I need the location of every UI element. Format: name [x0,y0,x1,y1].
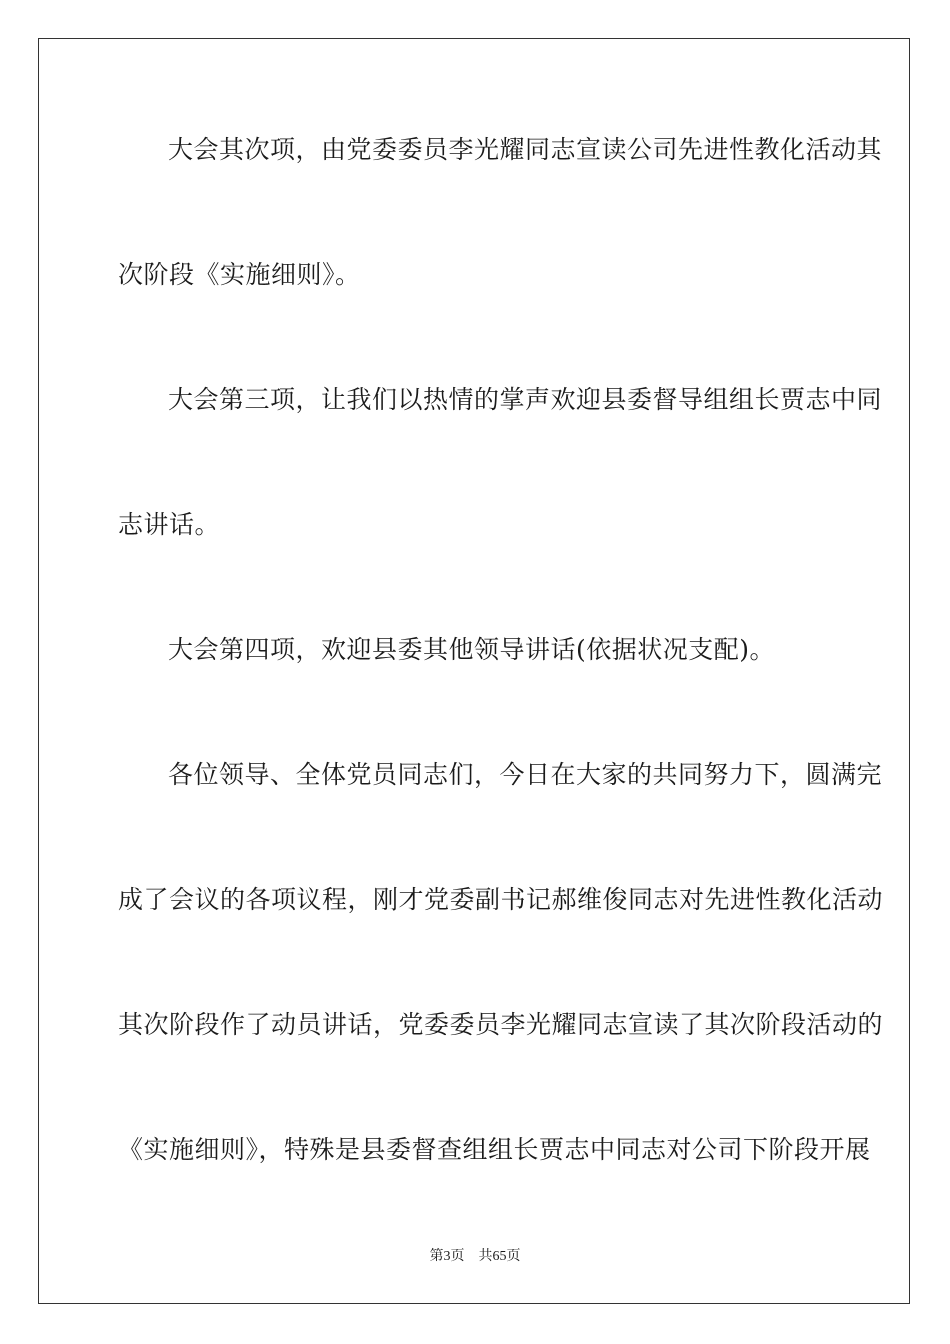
paragraph-3-line-1: 大会第四项，欢迎县委其他领导讲话(依据状况支配)。 [168,635,776,664]
paragraph-2-line-1: 大会第三项，让我们以热情的掌声欢迎县委督导组组长贾志中同 [168,385,883,414]
page-number: 第3页 [429,1249,465,1264]
paragraph-1-line-1: 大会其次项，由党委委员李光耀同志宣读公司先进性教化活动其 [168,135,883,164]
paragraph-4-line-2: 成了会议的各项议程，刚才党委副书记郝维俊同志对先进性教化活动 [118,885,884,914]
paragraph-4-line-1: 各位领导、全体党员同志们，今日在大家的共同努力下，圆满完 [168,760,883,789]
page-footer [0,1246,950,1267]
paragraph-2-line-2: 志讲话。 [118,510,221,539]
paragraph-4-line-3: 其次阶段作了动员讲话，党委委员李光耀同志宣读了其次阶段活动的 [118,1010,884,1039]
paragraph-4-line-4: 《实施细则》，特殊是县委督查组组长贾志中同志对公司下阶段开展 [118,1135,871,1164]
paragraph-1-line-2: 次阶段《实施细则》。 [118,260,361,289]
page-total: 共65页 [478,1249,521,1264]
page-border [38,38,910,1304]
